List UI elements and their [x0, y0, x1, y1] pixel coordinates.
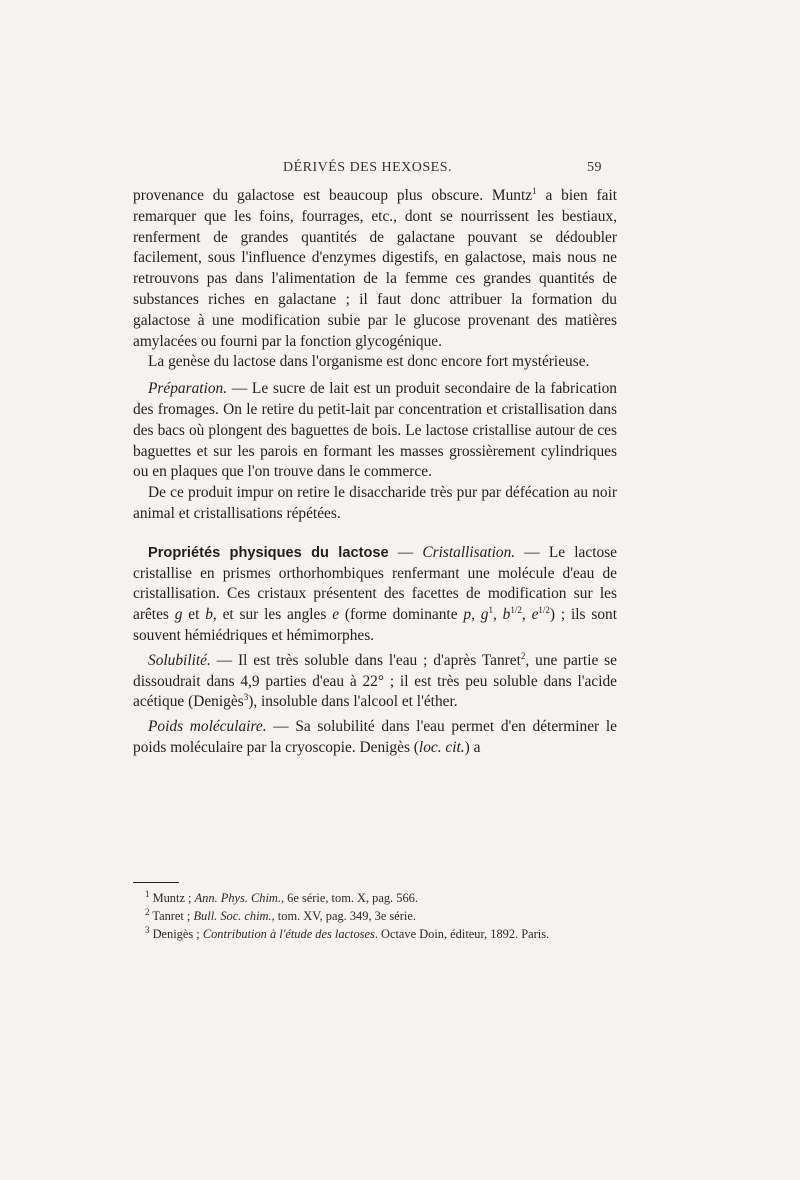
label-preparation: Préparation.: [148, 380, 228, 398]
paragraph-preparation: Préparation. — Le sucre de lait est un produit secondaire de la fabrication des fromages. On le retire du petit-lait par concentration et cristallisation dans des bacs où plongent des baguettes de bois. Le lactose cristallise autour de ces baguettes et sur les parois en formant les masses grossièrement cylindriques ou en plaques que l'on trouve dans le commerce.: [133, 380, 617, 481]
footnote-ref-1: 1: [532, 185, 537, 196]
footnote-ref-2: 2: [520, 650, 526, 661]
label-poids-moleculaire: Poids moléculaire.: [148, 718, 267, 736]
paragraph-cristallisation: Propriétés physiques du lactose — Cristallisation. — Le lactose cristallise en prismes orthorhombiques renfermant une molécule d'eau de cristallisation. Ces cristaux présentent des facettes de modification sur les arêtes g et b, et sur les angles e (forme dominante p, $g^1$, $b^{1/2}$, $e^{1/2}$) ; ils sont souvent hémiédriques et hémimorphes.: [133, 543, 618, 644]
footnote-ref-3: 3: [243, 692, 249, 703]
page-number: 59: [587, 160, 602, 175]
footnote-1: $^1$ Muntz ; Ann. Phys. Chim., 6e série, tom. X, pag. 566.: [145, 888, 418, 905]
label-solubilite: Solubilité.: [148, 651, 211, 669]
paragraph-solubilite: Solubilité. — Il est très soluble dans l'eau ; d'après Tanret$^2$, une partie se dissoudrait dans 4,9 parties d'eau à 22° ; il est très peu soluble dans l'acide acétique (Denigès$^3$), insoluble dans l'alcool et l'éther.: [133, 650, 618, 711]
footnote-rule: [133, 882, 179, 883]
paragraph-genese: La genèse du lactose dans l'organisme est donc encore fort mystérieuse.: [148, 353, 590, 371]
footnote-2: $^2$ Tanret ; Bull. Soc. chim., tom. XV, pag. 349, 3e série.: [145, 906, 416, 923]
paragraph-poids-moleculaire: Poids moléculaire. — Sa solubilité dans l'eau permet d'en déterminer le poids moléculaire par la cryoscopie. Denigès (loc. cit.) a: [133, 718, 617, 756]
section-heading: Propriétés physiques du lactose: [148, 544, 389, 561]
footnote-3: $^3$ Denigès ; Contribution à l'étude des lactoses. Octave Doin, éditeur, 1892. Paris.: [145, 924, 550, 941]
body-text: [133, 186, 617, 759]
label-cristallisation: Cristallisation.: [422, 543, 516, 561]
running-title: DÉRIVÉS DES HEXOSES.: [282, 160, 453, 175]
paragraph-galactose: provenance du galactose est beaucoup plus obscure. Muntz$^1$ a bien fait remarquer que les foins, fourrages, etc., dont se nourrissent les bestiaux, renferment de grandes quantités de galactane pouvant se dédoubler facilement, sous l'influence d'enzymes digestifs, en galactose, mais nous ne retrouvons pas dans l'alimentation de la femme ces grandes quantités de substances riches en galactane ; il faut donc attribuer la formation du galactose à une modification subie par le glucose provenant des matières amylacées ou fourni par la fonction glycogénique.: [133, 185, 618, 350]
paragraph-purification: De ce produit impur on retire le disaccharide très pur par défécation au noir animal et cristallisations répétées.: [133, 484, 617, 522]
footnotes: [133, 889, 617, 943]
